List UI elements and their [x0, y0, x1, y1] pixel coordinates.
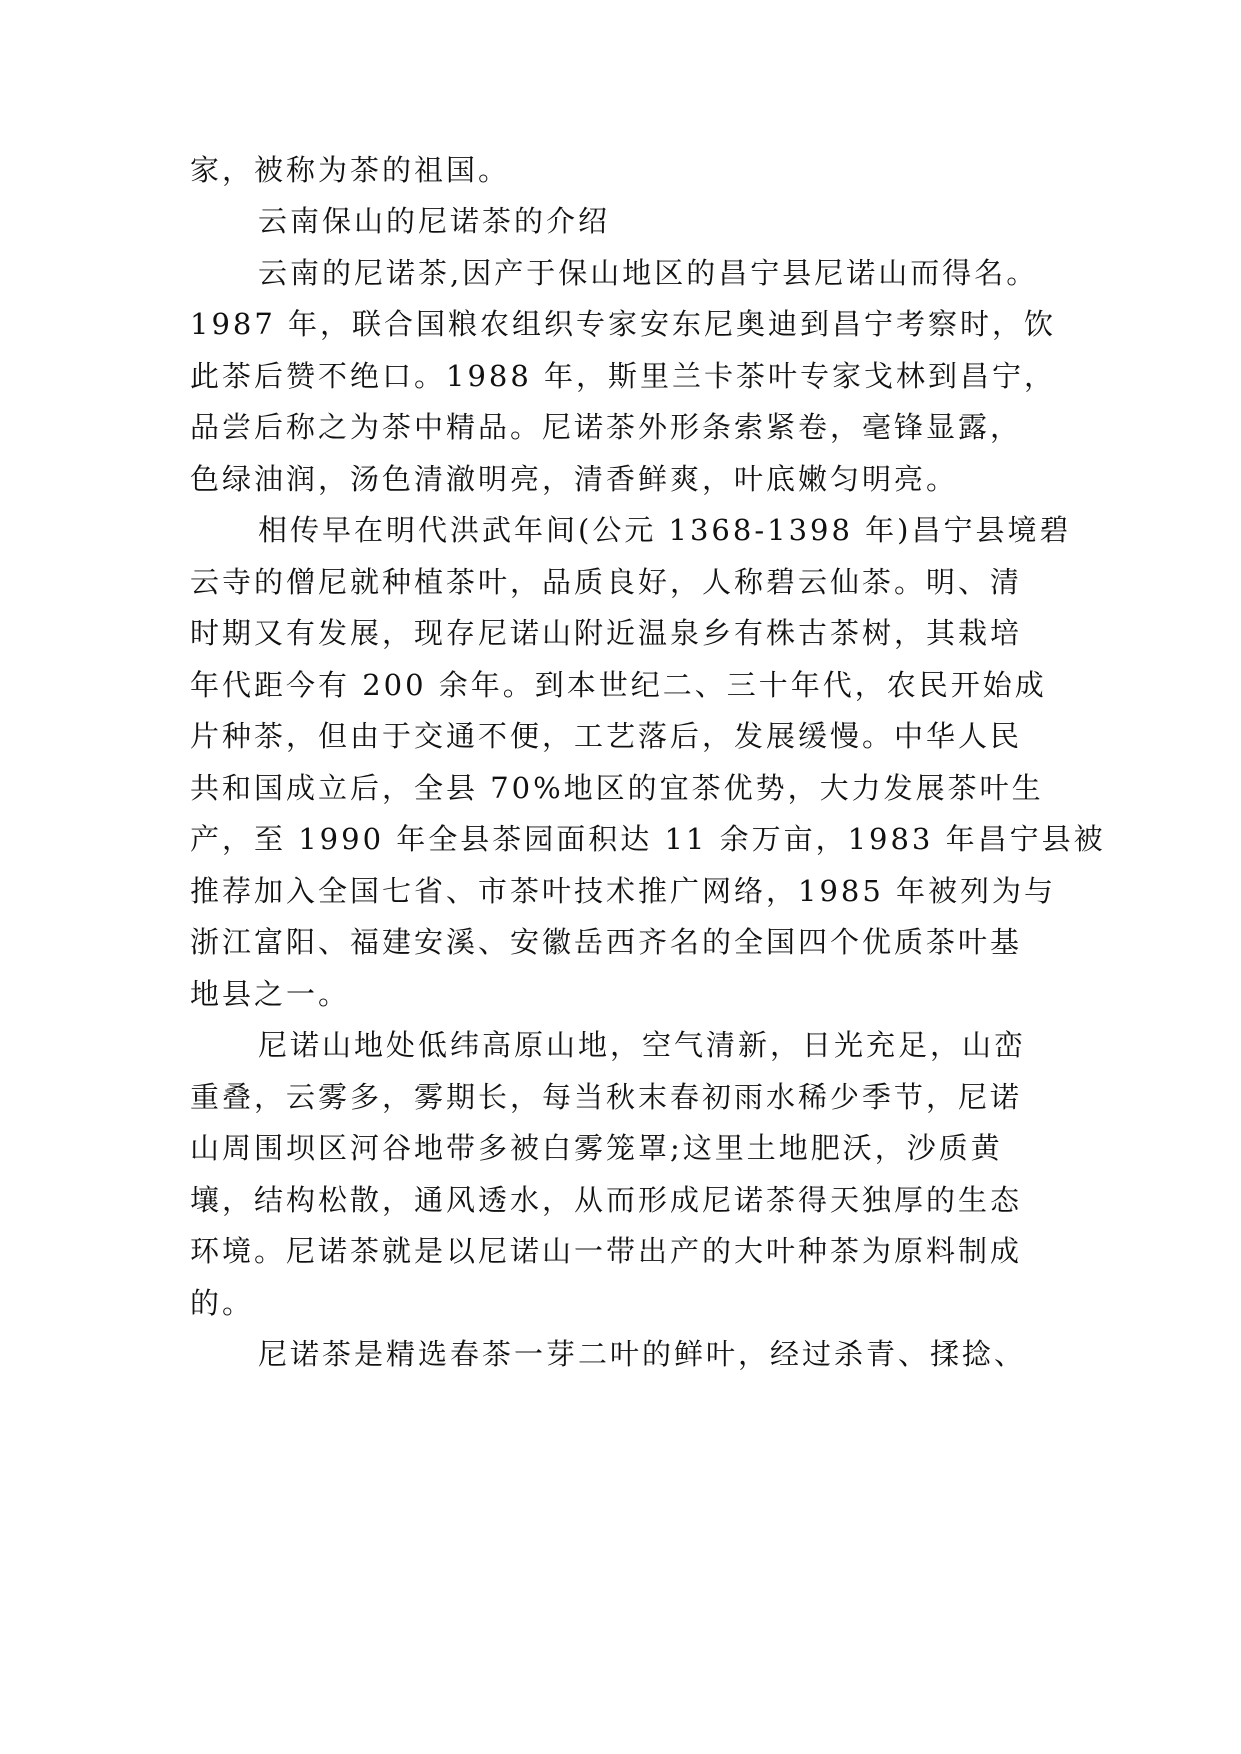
text-line-19: 重叠，云雾多，雾期长，每当秋末春初雨水稀少季节，尼诺 [190, 1080, 1023, 1114]
text-line-17: 地县之一。 [190, 977, 351, 1011]
text-line-8: 相传早在明代洪武年间(公元 1368-1398 年)昌宁县境碧 [258, 513, 1072, 547]
text-line-20: 山周围坝区河谷地带多被白雾笼罩;这里土地肥沃，沙质黄 [190, 1131, 1003, 1165]
section-heading: 云南保山的尼诺茶的介绍 [258, 204, 611, 238]
text-line-11: 年代距今有 200 余年。到本世纪二、三十年代，农民开始成 [190, 668, 1047, 702]
text-line-1: 家，被称为茶的祖国。 [190, 153, 511, 187]
text-line-5: 此茶后赞不绝口。1988 年，斯里兰卡茶叶专家戈林到昌宁， [190, 359, 1057, 393]
text-line-24: 尼诺茶是精选春茶一芽二叶的鲜叶，经过杀青、揉捻、 [258, 1337, 1027, 1371]
text-line-9: 云寺的僧尼就种植茶叶，品质良好，人称碧云仙茶。明、清 [190, 565, 1023, 599]
text-line-14: 产，至 1990 年全县茶园面积达 11 余万亩，1983 年昌宁县被 [190, 822, 1106, 856]
text-line-16: 浙江富阳、福建安溪、安徽岳西齐名的全国四个优质茶叶基 [190, 925, 1023, 959]
text-line-10: 时期又有发展，现存尼诺山附近温泉乡有株古茶树，其栽培 [190, 616, 1023, 650]
text-line-18: 尼诺山地处低纬高原山地，空气清新，日光充足，山峦 [258, 1028, 1027, 1062]
text-line-21: 壤，结构松散，通风透水，从而形成尼诺茶得天独厚的生态 [190, 1183, 1023, 1217]
text-line-6: 品尝后称之为茶中精品。尼诺茶外形条索紧卷，毫锋显露， [190, 410, 1023, 444]
text-line-3: 云南的尼诺茶,因产于保山地区的昌宁县尼诺山而得名。 [258, 256, 1039, 290]
text-line-4: 1987 年，联合国粮农组织专家安东尼奥迪到昌宁考察时，饮 [190, 307, 1057, 341]
text-line-22: 环境。尼诺茶就是以尼诺山一带出产的大叶种茶为原料制成 [190, 1234, 1023, 1268]
text-line-12: 片种茶，但由于交通不便，工艺落后，发展缓慢。中华人民 [190, 719, 1023, 753]
text-line-13: 共和国成立后，全县 70%地区的宜茶优势，大力发展茶叶生 [190, 771, 1044, 805]
text-line-7: 色绿油润，汤色清澈明亮，清香鲜爽，叶底嫩匀明亮。 [190, 462, 959, 496]
text-line-15: 推荐加入全国七省、市茶叶技术推广网络，1985 年被列为与 [190, 874, 1057, 908]
text-line-23: 的。 [190, 1286, 255, 1320]
